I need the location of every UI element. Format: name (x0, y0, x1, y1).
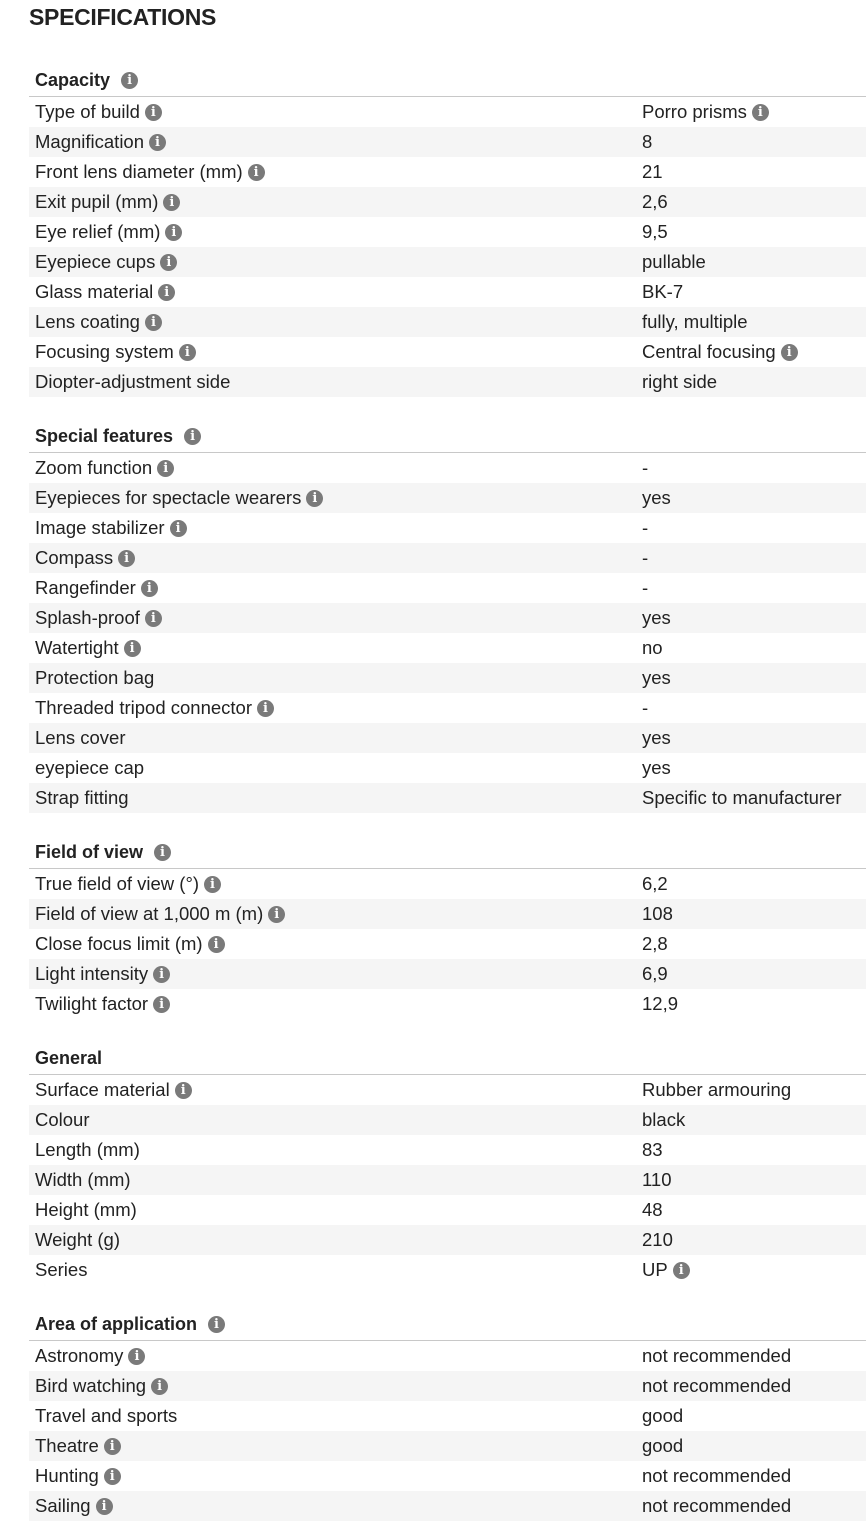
section-field-of-view (29, 836, 866, 1019)
spec-label: Bird watching i (35, 1375, 168, 1397)
info-icon[interactable] (141, 580, 158, 597)
spec-value: 210 (642, 1229, 673, 1250)
section-header (29, 420, 866, 453)
info-icon[interactable] (170, 520, 187, 537)
spec-value: 12,9 (642, 993, 679, 1014)
info-icon[interactable] (306, 490, 323, 507)
info-icon[interactable] (96, 1498, 113, 1515)
info-icon[interactable] (208, 1316, 225, 1333)
info-icon[interactable] (160, 254, 177, 271)
spec-row (29, 513, 866, 543)
info-icon[interactable] (268, 906, 285, 923)
info-icon[interactable] (158, 284, 175, 301)
section-general (29, 1042, 866, 1285)
spec-label: Lens coating i (35, 311, 162, 333)
spec-label: True field of view (°) i (35, 873, 221, 895)
spec-value: good (642, 1405, 684, 1426)
spec-value: Central focusing i (642, 341, 798, 363)
spec-value: - (642, 517, 649, 538)
section-area-of-application (29, 1308, 866, 1521)
spec-row (29, 97, 866, 127)
spec-value: yes (642, 487, 671, 508)
spec-label: Front lens diameter (mm) i (35, 161, 265, 183)
info-icon[interactable] (104, 1468, 121, 1485)
spec-row (29, 783, 866, 813)
spec-row (29, 307, 866, 337)
info-icon[interactable] (151, 1378, 168, 1395)
spec-label: Close focus limit (m) i (35, 933, 225, 955)
spec-value: UP i (642, 1259, 690, 1281)
spec-label: Eyepiece cups i (35, 251, 177, 273)
spec-value: 2,8 (642, 933, 668, 954)
spec-value: yes (642, 667, 671, 688)
spec-label: Length (mm) (35, 1139, 140, 1160)
spec-row (29, 483, 866, 513)
spec-value: not recommended (642, 1465, 792, 1486)
spec-value: 110 (642, 1169, 672, 1190)
spec-value: - (642, 547, 649, 568)
spec-label: Compass i (35, 547, 135, 569)
info-icon[interactable] (257, 700, 274, 717)
section-header (29, 836, 866, 869)
spec-row (29, 753, 866, 783)
spec-label: Glass material i (35, 281, 175, 303)
spec-row (29, 929, 866, 959)
spec-row (29, 959, 866, 989)
section-title: Area of application (35, 1313, 198, 1334)
info-icon[interactable] (121, 72, 138, 89)
spec-row (29, 217, 866, 247)
spec-label: Astronomy i (35, 1345, 145, 1367)
spec-label: Field of view at 1,000 m (m) i (35, 903, 285, 925)
spec-label: Hunting i (35, 1465, 121, 1487)
info-icon[interactable] (149, 134, 166, 151)
spec-label: Weight (g) (35, 1229, 120, 1250)
info-icon[interactable] (184, 428, 201, 445)
spec-label: Watertight i (35, 637, 141, 659)
spec-row (29, 633, 866, 663)
spec-row (29, 1165, 866, 1195)
spec-row (29, 337, 866, 367)
info-icon[interactable] (157, 460, 174, 477)
spec-row (29, 1491, 866, 1521)
section-title: General (35, 1047, 103, 1068)
spec-label: Width (mm) (35, 1169, 131, 1190)
spec-value: - (642, 577, 649, 598)
spec-value: black (642, 1109, 686, 1130)
info-icon[interactable] (104, 1438, 121, 1455)
info-icon[interactable] (204, 876, 221, 893)
spec-label: Protection bag (35, 667, 155, 688)
section-capacity (29, 64, 866, 397)
spec-row (29, 693, 866, 723)
spec-row (29, 247, 866, 277)
spec-label: Eye relief (mm) i (35, 221, 182, 243)
spec-label: Eyepieces for spectacle wearers i (35, 487, 323, 509)
spec-value: yes (642, 607, 671, 628)
spec-row (29, 663, 866, 693)
spec-value: - (642, 457, 649, 478)
info-icon[interactable] (179, 344, 196, 361)
spec-value: 6,2 (642, 873, 668, 894)
spec-row (29, 187, 866, 217)
spec-label: Series (35, 1259, 88, 1280)
section-title: Capacity (35, 69, 111, 90)
info-icon[interactable] (752, 104, 769, 121)
page-title: SPECIFICATIONS (29, 4, 217, 30)
section-header (29, 1042, 866, 1075)
spec-label: Theatre i (35, 1435, 121, 1457)
spec-label: Focusing system i (35, 341, 196, 363)
info-icon[interactable] (153, 966, 170, 983)
info-icon[interactable] (673, 1262, 690, 1279)
spec-value: Rubber armouring (642, 1079, 792, 1100)
spec-label: Colour (35, 1109, 90, 1130)
spec-row (29, 543, 866, 573)
spec-row (29, 1371, 866, 1401)
spec-row (29, 869, 866, 899)
spec-row (29, 573, 866, 603)
spec-row (29, 1255, 866, 1285)
spec-value: no (642, 637, 663, 658)
info-icon[interactable] (163, 194, 180, 211)
spec-value: right side (642, 371, 718, 392)
spec-row (29, 1135, 866, 1165)
info-icon[interactable] (208, 936, 225, 953)
spec-row (29, 1075, 866, 1105)
spec-label: Light intensity i (35, 963, 170, 985)
section-title: Field of view (35, 841, 144, 862)
spec-row (29, 1461, 866, 1491)
spec-label: Surface material i (35, 1079, 192, 1101)
spec-value: 83 (642, 1139, 663, 1160)
spec-row (29, 723, 866, 753)
spec-value: yes (642, 727, 671, 748)
info-icon[interactable] (248, 164, 265, 181)
section-title: Special features (35, 425, 174, 446)
spec-row (29, 453, 866, 483)
spec-value: Porro prisms i (642, 101, 769, 123)
info-icon[interactable] (153, 996, 170, 1013)
info-icon[interactable] (175, 1082, 192, 1099)
spec-value: yes (642, 757, 671, 778)
section-header (29, 64, 866, 97)
spec-label: Splash-proof i (35, 607, 162, 629)
spec-row (29, 1401, 866, 1431)
spec-label: Sailing i (35, 1495, 113, 1517)
spec-row (29, 1431, 866, 1461)
spec-value: - (642, 697, 649, 718)
spec-row (29, 1105, 866, 1135)
spec-value: 6,9 (642, 963, 668, 984)
spec-value: good (642, 1435, 684, 1456)
spec-label: Type of build i (35, 101, 162, 123)
spec-row (29, 367, 866, 397)
spec-row (29, 1341, 866, 1371)
info-icon[interactable] (118, 550, 135, 567)
spec-row (29, 1195, 866, 1225)
spec-row (29, 603, 866, 633)
spec-label: Rangefinder i (35, 577, 158, 599)
spec-value: pullable (642, 251, 706, 272)
spec-row (29, 277, 866, 307)
spec-row (29, 989, 866, 1019)
spec-value: not recommended (642, 1375, 792, 1396)
section-special-features (29, 420, 866, 813)
info-icon[interactable] (165, 224, 182, 241)
info-icon[interactable] (145, 610, 162, 627)
spec-label: Height (mm) (35, 1199, 137, 1220)
spec-row (29, 899, 866, 929)
spec-label: Threaded tripod connector i (35, 697, 274, 719)
info-icon[interactable] (145, 104, 162, 121)
info-icon[interactable] (128, 1348, 145, 1365)
section-header (29, 1308, 866, 1341)
info-icon[interactable] (145, 314, 162, 331)
spec-value: 8 (642, 131, 653, 152)
spec-label: Diopter-adjustment side (35, 371, 231, 392)
spec-label: Zoom function i (35, 457, 174, 479)
spec-value: Specific to manufacturer (642, 787, 842, 808)
spec-value: fully, multiple (642, 311, 748, 332)
info-icon[interactable] (781, 344, 798, 361)
spec-label: eyepiece cap (35, 757, 145, 778)
info-icon[interactable] (124, 640, 141, 657)
spec-label: Magnification i (35, 131, 166, 153)
info-icon[interactable] (154, 844, 171, 861)
spec-value: 48 (642, 1199, 663, 1220)
spec-label: Exit pupil (mm) i (35, 191, 180, 213)
spec-value: BK-7 (642, 281, 684, 302)
spec-label: Image stabilizer i (35, 517, 187, 539)
spec-row (29, 157, 866, 187)
spec-value: not recommended (642, 1345, 792, 1366)
spec-value: not recommended (642, 1495, 792, 1516)
spec-row (29, 1225, 866, 1255)
spec-value: 9,5 (642, 221, 668, 242)
spec-label: Strap fitting (35, 787, 129, 808)
spec-value: 21 (642, 161, 663, 182)
spec-value: 2,6 (642, 191, 668, 212)
spec-value: 108 (642, 903, 673, 924)
spec-label: Travel and sports (35, 1405, 178, 1426)
spec-label: Twilight factor i (35, 993, 170, 1015)
spec-row (29, 127, 866, 157)
spec-label: Lens cover (35, 727, 126, 748)
